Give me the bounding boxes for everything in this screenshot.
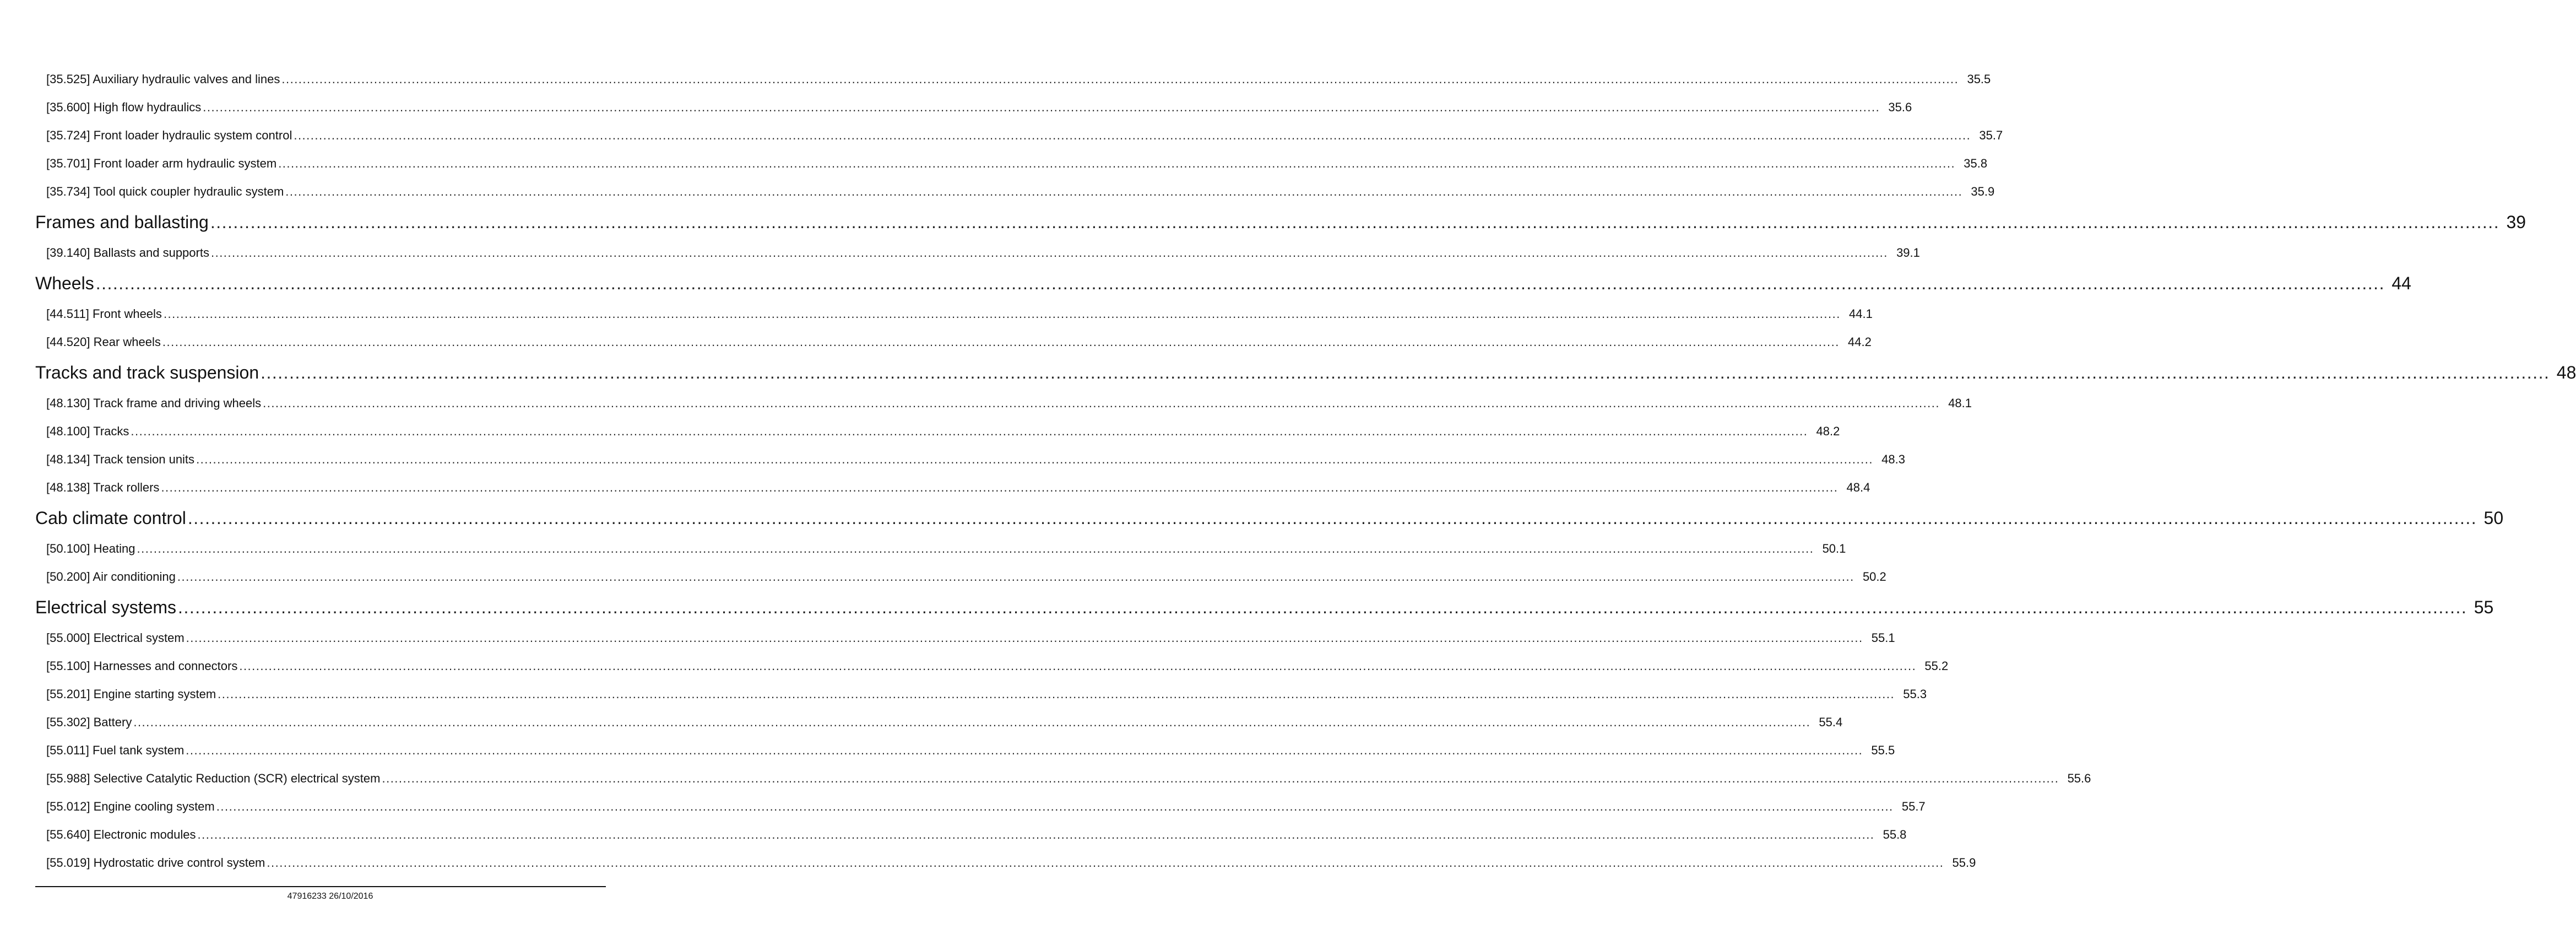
toc-entry-page-number: 44.1 [1849,307,1873,321]
toc-entry[interactable] [35,624,1895,652]
toc-entry-label: [48.130] Track frame and driving wheels [46,396,262,410]
toc-entry-page-number: 55 [2474,597,2494,617]
toc-section-heading[interactable] [35,501,2504,535]
toc-entry-label: [35.525] Auxiliary hydraulic valves and lines [46,72,280,86]
toc-entry-page-number: 48.4 [1846,481,1870,494]
toc-entry-label: [44.520] Rear wheels [46,335,161,349]
toc-section-heading[interactable] [35,267,2411,300]
dot-leader: ................................................................................................................................................................................................................................................................................................................................................................................................................ [133,715,1811,729]
dot-leader: ................................................................................................................................................................................................................................................................................................................................................................................................................ [294,128,1971,142]
toc-entry-label: Cab climate control [35,508,186,528]
table-of-contents [35,65,2576,877]
dot-leader: ................................................................................................................................................................................................................................................................................................................................................................................................................ [203,100,1880,114]
dot-leader: ................................................................................................................................................................................................................................................................................................................................................................................................................ [261,363,2550,382]
toc-entry-page-number: 55.1 [1871,631,1895,645]
toc-entry[interactable] [35,473,1870,501]
toc-entry-page-number: 39.1 [1896,246,1920,260]
toc-entry[interactable] [35,535,1846,563]
toc-entry-label: [35.734] Tool quick coupler hydraulic system [46,185,284,198]
dot-leader: ................................................................................................................................................................................................................................................................................................................................................................................................................ [281,72,1959,86]
dot-leader: ................................................................................................................................................................................................................................................................................................................................................................................................................ [210,246,1888,260]
toc-entry[interactable] [35,849,1976,877]
toc-entry-page-number: 55.6 [2067,771,2091,785]
dot-leader: ................................................................................................................................................................................................................................................................................................................................................................................................................ [163,307,1841,321]
toc-entry-page-number: 39 [2506,212,2526,232]
toc-section-heading[interactable] [35,356,2576,389]
dot-leader: ................................................................................................................................................................................................................................................................................................................................................................................................................ [186,743,1863,757]
toc-entry[interactable] [35,764,2091,792]
toc-entry[interactable] [35,792,1926,820]
toc-entry-label: [55.012] Engine cooling system [46,800,215,813]
dot-leader: ................................................................................................................................................................................................................................................................................................................................................................................................................ [177,570,1854,584]
footer-divider [35,886,606,887]
toc-entry[interactable] [35,239,1920,267]
dot-leader: ................................................................................................................................................................................................................................................................................................................................................................................................................ [218,687,1895,701]
dot-leader: ................................................................................................................................................................................................................................................................................................................................................................................................................ [263,396,1940,410]
toc-entry-page-number: 48 [2556,363,2576,382]
toc-entry-page-number: 55.5 [1871,743,1895,757]
toc-entry-page-number: 55.7 [1901,800,1926,813]
toc-entry[interactable] [35,563,1886,591]
toc-entry[interactable] [35,93,1912,121]
toc-entry-label: [48.134] Track tension units [46,452,195,466]
toc-entry-label: Frames and ballasting [35,212,209,232]
toc-entry-page-number: 50 [2483,508,2504,528]
dot-leader: ................................................................................................................................................................................................................................................................................................................................................................................................................ [382,771,2059,785]
toc-entry[interactable] [35,149,1988,177]
toc-entry[interactable] [35,328,1872,356]
toc-entry-label: [55.201] Engine starting system [46,687,216,701]
toc-entry-label: [48.100] Tracks [46,424,129,438]
toc-entry-label: Wheels [35,273,94,293]
toc-entry-page-number: 35.7 [1979,128,2003,142]
toc-entry-page-number: 35.5 [1967,72,1991,86]
toc-entry-label: [55.988] Selective Catalytic Reduction (SCR) electrical system [46,771,381,785]
toc-entry-page-number: 48.1 [1948,396,1972,410]
toc-entry-page-number: 48.2 [1816,424,1840,438]
dot-leader: ................................................................................................................................................................................................................................................................................................................................................................................................................ [196,452,1873,466]
toc-entry-page-number: 55.8 [1883,828,1907,841]
dot-leader: ................................................................................................................................................................................................................................................................................................................................................................................................................ [187,508,2477,528]
dot-leader: ................................................................................................................................................................................................................................................................................................................................................................................................................ [285,185,1963,198]
toc-entry[interactable] [35,736,1895,764]
toc-entry-page-number: 44 [2391,273,2411,293]
toc-entry-page-number: 48.3 [1881,452,1905,466]
toc-entry-page-number: 35.9 [1971,185,1995,198]
toc-entry-page-number: 55.4 [1819,715,1843,729]
dot-leader: ................................................................................................................................................................................................................................................................................................................................................................................................................ [210,212,2500,232]
toc-entry-label: [44.511] Front wheels [46,307,162,321]
toc-section-heading[interactable] [35,206,2526,239]
dot-leader: ................................................................................................................................................................................................................................................................................................................................................................................................................ [197,828,1875,841]
dot-leader: ................................................................................................................................................................................................................................................................................................................................................................................................................ [278,156,1956,170]
toc-entry[interactable] [35,177,1995,206]
toc-entry-page-number: 55.2 [1924,659,1949,673]
toc-section-heading[interactable] [35,591,2494,624]
toc-entry-label: [35.701] Front loader arm hydraulic system [46,156,277,170]
toc-entry-label: [48.138] Track rollers [46,481,160,494]
toc-entry-label: [50.100] Heating [46,542,135,555]
toc-entry-label: [35.724] Front loader hydraulic system control [46,128,292,142]
toc-entry[interactable] [35,417,1840,445]
dot-leader: ................................................................................................................................................................................................................................................................................................................................................................................................................ [239,659,1917,673]
dot-leader: ................................................................................................................................................................................................................................................................................................................................................................................................................ [178,597,2467,617]
toc-entry-label: [55.302] Battery [46,715,132,729]
toc-entry-page-number: 35.8 [1964,156,1988,170]
toc-entry[interactable] [35,820,1907,849]
toc-entry[interactable] [35,708,1843,736]
toc-entry[interactable] [35,300,1873,328]
toc-entry-page-number: 44.2 [1848,335,1872,349]
dot-leader: ................................................................................................................................................................................................................................................................................................................................................................................................................ [161,481,1839,494]
dot-leader: ................................................................................................................................................................................................................................................................................................................................................................................................................ [131,424,1808,438]
toc-entry-label: [55.640] Electronic modules [46,828,196,841]
toc-entry-label: [55.019] Hydrostatic drive control system [46,856,265,870]
toc-entry-label: Electrical systems [35,597,177,617]
dot-leader: ................................................................................................................................................................................................................................................................................................................................................................................................................ [162,335,1840,349]
dot-leader: ................................................................................................................................................................................................................................................................................................................................................................................................................ [216,800,1894,813]
toc-entry[interactable] [35,65,1991,93]
toc-entry-label: [55.011] Fuel tank system [46,743,185,757]
toc-entry[interactable] [35,680,1927,708]
toc-entry-label: [55.000] Electrical system [46,631,185,645]
toc-entry-page-number: 55.3 [1903,687,1927,701]
toc-entry-label: [50.200] Air conditioning [46,570,176,584]
footer-doc-number-date: 47916233 26/10/2016 [287,892,373,901]
toc-entry[interactable] [35,389,1972,417]
toc-entry-page-number: 35.6 [1888,100,1912,114]
toc-entry-label: [55.100] Harnesses and connectors [46,659,238,673]
dot-leader: ................................................................................................................................................................................................................................................................................................................................................................................................................ [186,631,1863,645]
toc-entry-page-number: 50.1 [1822,542,1846,555]
toc-entry-label: [39.140] Ballasts and supports [46,246,209,260]
toc-entry-page-number: 55.9 [1952,856,1976,870]
toc-entry[interactable] [35,445,1905,473]
toc-entry-label: Tracks and track suspension [35,363,259,382]
dot-leader: ................................................................................................................................................................................................................................................................................................................................................................................................................ [95,273,2385,293]
toc-entry[interactable] [35,652,1949,680]
toc-entry-page-number: 50.2 [1862,570,1886,584]
toc-entry[interactable] [35,121,2003,149]
toc-entry-label: [35.600] High flow hydraulics [46,100,202,114]
dot-leader: ................................................................................................................................................................................................................................................................................................................................................................................................................ [267,856,1944,870]
dot-leader: ................................................................................................................................................................................................................................................................................................................................................................................................................ [137,542,1814,555]
